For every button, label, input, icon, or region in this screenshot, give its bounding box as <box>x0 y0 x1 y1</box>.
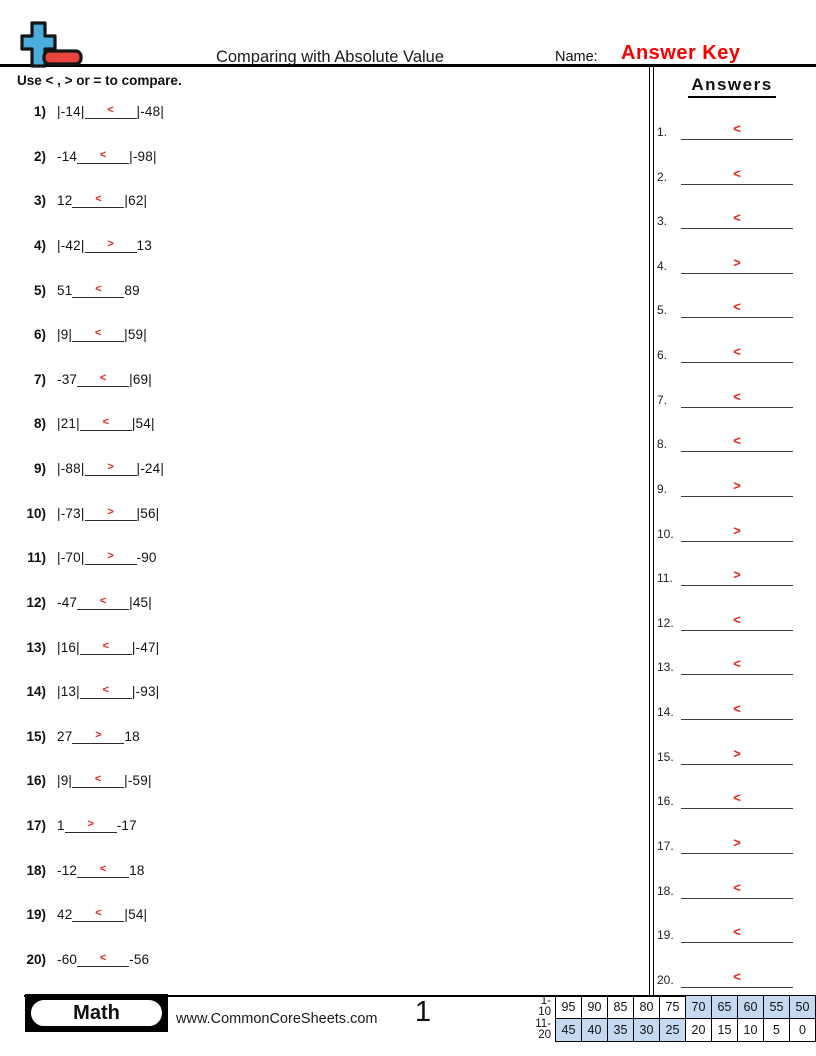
answer-key-text: Answer Key <box>621 42 741 64</box>
problem-number: 15) <box>26 729 46 744</box>
answer-blank[interactable] <box>681 346 793 363</box>
answer-number: 6. <box>657 348 668 362</box>
answer-symbol: < <box>94 327 102 339</box>
answer-symbol: < <box>733 389 741 404</box>
score-cell: 10 <box>738 1019 764 1042</box>
score-cell: 5 <box>764 1019 790 1042</box>
problem-left-operand: |21| <box>57 416 80 431</box>
answer-blank[interactable] <box>681 257 793 274</box>
answer-symbol: < <box>95 193 102 205</box>
problem-answer-blank[interactable] <box>77 373 129 387</box>
problem-row <box>10 727 140 744</box>
score-cell: 50 <box>790 996 816 1019</box>
problem-right-operand: |-59| <box>124 773 152 788</box>
answer-number: 11. <box>657 571 673 585</box>
answer-number: 7. <box>657 393 668 407</box>
answer-symbol: < <box>99 595 107 607</box>
answer-symbol: < <box>99 952 107 964</box>
page-number: 1 <box>414 996 432 1028</box>
problem-answer-blank[interactable] <box>72 908 124 922</box>
problem-left-operand: 12 <box>57 193 73 208</box>
answer-item <box>657 788 793 808</box>
answer-symbol: < <box>95 907 102 919</box>
problem-row <box>10 191 147 208</box>
problem-answer-blank[interactable] <box>72 730 124 744</box>
problem-right-operand: |54| <box>124 907 148 922</box>
score-cell: 85 <box>608 996 634 1019</box>
answer-number: 1. <box>657 125 668 139</box>
answer-symbol: < <box>95 283 102 295</box>
problem-number: 5) <box>33 283 46 298</box>
answer-number: 19. <box>657 928 674 942</box>
answer-number: 4. <box>657 259 668 273</box>
problem-answer-blank[interactable] <box>80 641 132 655</box>
answers-heading: Answers <box>656 75 808 98</box>
score-range-label: 1-10 <box>538 994 551 1018</box>
problem-row <box>10 593 152 610</box>
answer-symbol: < <box>733 299 741 314</box>
score-cell: 20 <box>686 1019 712 1042</box>
problem-left-operand: |9| <box>57 773 73 788</box>
score-cell: 60 <box>738 996 764 1019</box>
problem-right-operand: |-47| <box>131 640 160 655</box>
problem-right-operand: -56 <box>129 952 150 967</box>
problem-answer-blank[interactable] <box>85 462 137 476</box>
score-cell: 70 <box>686 996 712 1019</box>
answer-item <box>657 967 793 987</box>
answer-symbol: < <box>99 372 107 384</box>
answer-blank[interactable] <box>681 703 793 720</box>
problem-row <box>10 281 140 298</box>
answer-blank[interactable] <box>681 168 793 185</box>
problem-number: 7) <box>33 372 46 387</box>
answer-item <box>657 476 793 496</box>
problem-left-operand: |13| <box>57 684 80 699</box>
answer-symbol: < <box>94 773 102 785</box>
problem-row <box>10 504 159 521</box>
problem-row <box>10 325 147 342</box>
column-divider <box>649 67 654 995</box>
problem-left-operand: 42 <box>57 907 73 922</box>
website-url: www.CommonCoreSheets.com <box>176 1011 378 1027</box>
answer-symbol: > <box>733 478 741 493</box>
answer-symbol: > <box>733 567 741 582</box>
problem-right-operand: 13 <box>136 238 152 253</box>
score-cell: 90 <box>582 996 608 1019</box>
answer-blank[interactable] <box>681 792 793 809</box>
problem-right-operand: |-98| <box>129 149 157 164</box>
answer-item <box>657 922 793 942</box>
problem-number: 19) <box>26 907 46 922</box>
answer-number: 5. <box>657 303 668 317</box>
problem-answer-blank[interactable] <box>80 417 132 431</box>
problem-number: 12) <box>26 595 46 610</box>
answer-number: 3. <box>657 214 668 228</box>
answer-item <box>657 833 793 853</box>
answer-symbol: < <box>733 433 741 448</box>
problem-right-operand: -17 <box>116 818 137 833</box>
problem-right-operand: |69| <box>129 372 152 387</box>
answer-symbol: > <box>733 255 741 270</box>
answer-blank[interactable] <box>681 926 793 943</box>
answer-item <box>657 387 793 407</box>
answer-number: 12. <box>657 616 674 630</box>
problem-left-operand: -14 <box>57 149 78 164</box>
problem-right-operand: |59| <box>124 327 147 342</box>
answer-symbol: < <box>733 121 741 136</box>
problem-row <box>10 861 145 878</box>
problem-row <box>10 816 137 833</box>
problem-number: 2) <box>33 149 46 164</box>
score-cell: 25 <box>660 1019 686 1042</box>
answer-item <box>657 431 793 451</box>
answer-blank[interactable] <box>681 614 793 631</box>
problem-answer-blank[interactable] <box>77 596 129 610</box>
problem-number: 13) <box>26 640 46 655</box>
problem-row <box>10 236 152 253</box>
answer-blank[interactable] <box>681 837 793 854</box>
plus-minus-logo-icon <box>20 21 84 68</box>
score-table <box>527 995 816 1042</box>
problem-right-operand: |62| <box>124 193 148 208</box>
instruction-text: Use < , > or = to compare. <box>17 73 182 88</box>
answer-symbol: < <box>733 166 741 181</box>
score-range-label: 11-20 <box>535 1017 551 1041</box>
problem-right-operand: |45| <box>129 595 152 610</box>
answer-blank[interactable] <box>681 658 793 675</box>
answer-number: 17. <box>657 839 674 853</box>
answer-item <box>657 699 793 719</box>
problem-left-operand: 1 <box>57 818 65 833</box>
problem-right-operand: |-93| <box>131 684 160 699</box>
problem-row <box>10 905 147 922</box>
problem-answer-blank[interactable] <box>65 819 117 833</box>
answer-symbol: < <box>99 149 107 161</box>
score-cell: 35 <box>608 1019 634 1042</box>
answer-number: 8. <box>657 437 668 451</box>
answer-blank[interactable] <box>681 525 793 542</box>
answer-blank[interactable] <box>681 480 793 497</box>
score-cell: 30 <box>634 1019 660 1042</box>
answer-symbol: > <box>95 729 102 741</box>
problem-number: 3) <box>33 193 46 208</box>
problem-left-operand: |-42| <box>57 238 85 253</box>
problem-number: 20) <box>26 952 46 967</box>
answer-blank[interactable] <box>681 748 793 765</box>
problem-left-operand: -47 <box>57 595 78 610</box>
problem-row <box>10 950 149 967</box>
answer-number: 15. <box>657 750 674 764</box>
problem-right-operand: -90 <box>136 550 157 565</box>
answer-symbol: < <box>107 104 114 116</box>
problem-row <box>10 548 157 565</box>
answer-symbol: > <box>107 506 114 518</box>
answer-symbol: > <box>107 550 114 562</box>
problem-left-operand: |-14| <box>57 104 85 119</box>
answer-blank[interactable] <box>681 212 793 229</box>
score-cell: 75 <box>660 996 686 1019</box>
problem-number: 6) <box>33 327 46 342</box>
answer-blank[interactable] <box>681 882 793 899</box>
problem-answer-blank[interactable] <box>77 150 129 164</box>
answer-symbol: < <box>733 344 741 359</box>
problem-answer-blank[interactable] <box>85 551 137 565</box>
score-cell: 40 <box>582 1019 608 1042</box>
answer-item <box>657 654 793 674</box>
answer-symbol: < <box>733 790 741 805</box>
answer-symbol: < <box>102 416 110 428</box>
answer-blank[interactable] <box>681 301 793 318</box>
answer-item <box>657 521 793 541</box>
page-title: Comparing with Absolute Value <box>215 48 445 66</box>
answer-number: 13. <box>657 660 674 674</box>
answer-symbol: < <box>99 863 107 875</box>
score-cell: 65 <box>712 996 738 1019</box>
answer-symbol: > <box>733 523 741 538</box>
answer-symbol: < <box>733 880 741 895</box>
problem-answer-blank[interactable] <box>85 105 137 119</box>
problem-row <box>10 102 164 119</box>
answer-blank[interactable] <box>681 569 793 586</box>
subject-badge <box>25 994 168 1032</box>
answer-number: 9. <box>657 482 668 496</box>
problem-left-operand: |9| <box>57 327 73 342</box>
answer-item <box>657 253 793 273</box>
problem-number: 18) <box>26 863 46 878</box>
problem-answer-blank[interactable] <box>72 194 124 208</box>
answer-item <box>657 342 793 362</box>
problem-right-operand: |56| <box>136 506 160 521</box>
problem-number: 11) <box>27 550 46 565</box>
answer-symbol: > <box>107 238 114 250</box>
problem-answer-blank[interactable] <box>72 774 124 788</box>
answer-symbol: < <box>733 612 741 627</box>
score-cell: 55 <box>764 996 790 1019</box>
problem-left-operand: -12 <box>57 863 78 878</box>
problem-row <box>10 414 155 431</box>
score-cell: 15 <box>712 1019 738 1042</box>
answer-number: 14. <box>657 705 674 719</box>
problem-right-operand: |-24| <box>136 461 165 476</box>
problem-row <box>10 370 152 387</box>
answer-item <box>657 744 793 764</box>
problem-left-operand: |16| <box>57 640 80 655</box>
score-cell: 95 <box>556 996 582 1019</box>
problem-answer-blank[interactable] <box>72 328 124 342</box>
subject-badge-label: Math <box>73 1001 120 1024</box>
answer-symbol: > <box>733 835 741 850</box>
problem-row <box>10 638 159 655</box>
answer-number: 16. <box>657 794 674 808</box>
answer-item <box>657 565 793 585</box>
score-cell: 80 <box>634 996 660 1019</box>
problem-answer-blank[interactable] <box>85 507 137 521</box>
problem-right-operand: |54| <box>131 416 155 431</box>
answer-item <box>657 610 793 630</box>
answer-number: 20. <box>657 973 674 987</box>
answer-item <box>657 119 793 139</box>
score-cell: 45 <box>556 1019 582 1042</box>
problem-number: 17) <box>26 818 46 833</box>
problem-row <box>10 771 152 788</box>
problem-answer-blank[interactable] <box>85 239 137 253</box>
answer-blank[interactable] <box>681 391 793 408</box>
problem-answer-blank[interactable] <box>80 685 132 699</box>
score-cell: 0 <box>790 1019 816 1042</box>
answer-blank[interactable] <box>681 123 793 140</box>
answer-item <box>657 297 793 317</box>
answer-number: 2. <box>657 170 668 184</box>
answer-symbol: > <box>87 818 94 830</box>
answer-number: 10. <box>657 527 674 541</box>
problem-row <box>10 682 159 699</box>
name-label: Name: <box>555 49 598 65</box>
problem-answer-blank[interactable] <box>77 864 129 878</box>
problem-number: 8) <box>33 416 46 431</box>
problem-left-operand: -37 <box>57 372 78 387</box>
problem-right-operand: |-48| <box>136 104 165 119</box>
answer-number: 18. <box>657 884 674 898</box>
problem-left-operand: 27 <box>57 729 73 744</box>
problem-row <box>10 147 157 164</box>
problem-left-operand: |-70| <box>57 550 85 565</box>
problem-number: 9) <box>33 461 46 476</box>
answer-symbol: < <box>102 640 110 652</box>
answer-symbol: < <box>733 701 741 716</box>
problem-number: 10) <box>26 506 46 521</box>
answer-blank[interactable] <box>681 971 793 988</box>
problem-right-operand: 18 <box>129 863 145 878</box>
score-table-row <box>527 1019 816 1042</box>
problem-left-operand: -60 <box>57 952 78 967</box>
answer-symbol: > <box>107 461 114 473</box>
problem-number: 1) <box>33 104 46 119</box>
answer-blank[interactable] <box>681 435 793 452</box>
problem-number: 4) <box>33 238 46 253</box>
problem-left-operand: 51 <box>57 283 73 298</box>
answer-item <box>657 164 793 184</box>
problem-right-operand: 18 <box>124 729 140 744</box>
problem-row <box>10 459 164 476</box>
score-table-row <box>527 996 816 1019</box>
answer-symbol: < <box>733 924 741 939</box>
problem-number: 14) <box>26 684 46 699</box>
answer-symbol: < <box>733 656 741 671</box>
answer-symbol: < <box>102 684 110 696</box>
problem-left-operand: |-73| <box>57 506 85 521</box>
subject-badge-pill <box>29 998 164 1028</box>
problem-number: 16) <box>26 773 46 788</box>
answer-symbol: < <box>733 969 741 984</box>
problem-answer-blank[interactable] <box>72 284 124 298</box>
problem-answer-blank[interactable] <box>77 953 129 967</box>
answer-symbol: > <box>733 746 741 761</box>
answer-item <box>657 208 793 228</box>
answer-symbol: < <box>733 210 741 225</box>
problem-right-operand: 89 <box>124 283 140 298</box>
problem-left-operand: |-88| <box>57 461 85 476</box>
answer-item <box>657 878 793 898</box>
